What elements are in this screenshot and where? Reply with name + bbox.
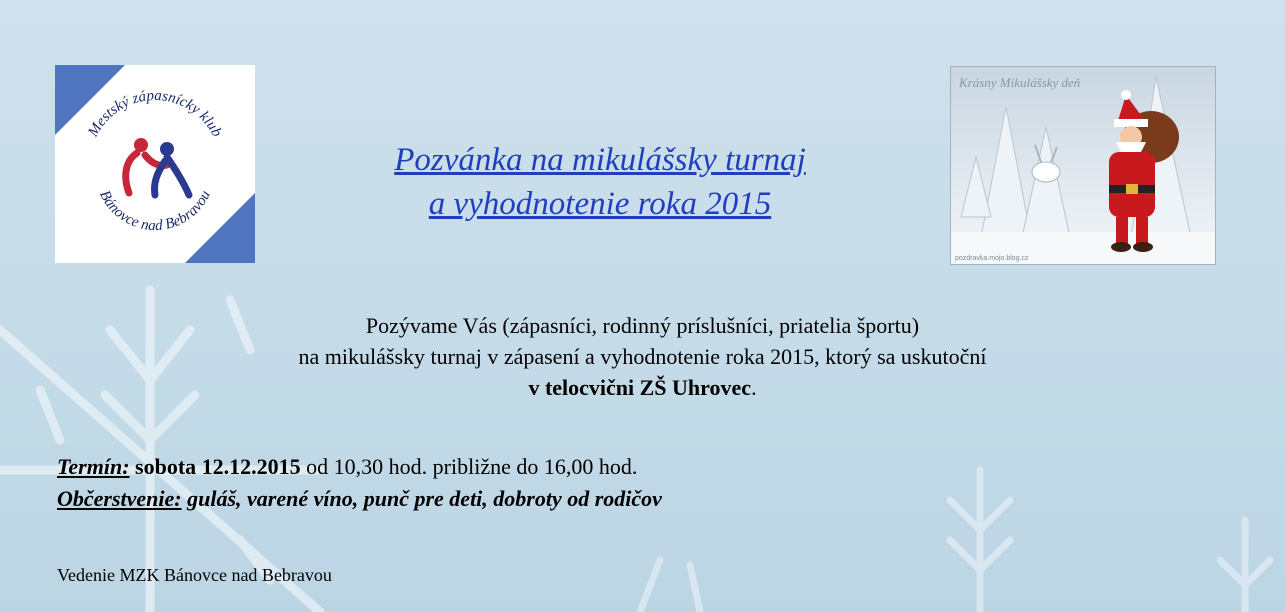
title-line-1: Pozvánka na mikulášsky turnaj: [394, 142, 806, 178]
title-line-2: a vyhodnotenie roka 2015: [428, 186, 772, 222]
santa-watermark: pozdravka.mojo.blog.cz: [955, 255, 1029, 262]
refreshments-label: Občerstvenie:: [57, 486, 182, 511]
signature: Vedenie MZK Bánovce nad Bebravou: [57, 565, 332, 585]
wrestlers-icon: [126, 138, 189, 195]
logo-town-name: Bánovce nad Bebravou: [96, 187, 214, 235]
invitation-title: [290, 138, 910, 226]
svg-text:Mestský zápasnícky klub: [85, 88, 225, 141]
term-label: Termín:: [57, 454, 130, 479]
invitation-text: [120, 310, 1165, 403]
venue-text: v telocvični ZŠ Uhrovec: [528, 375, 752, 400]
term-time: od 10,30 hod. približne do 16,00 hod.: [306, 454, 638, 479]
invitation-line-2: na mikulášsky turnaj v zápasení a vyhodnotenie roka 2015, ktorý sa uskutoční: [298, 344, 987, 369]
term-line: [57, 451, 1157, 483]
refreshments-items: guláš, varené víno, punč pre deti, dobroty od rodičov: [187, 486, 662, 511]
invitation-venue-line: [120, 372, 1165, 403]
santa-illustration: [951, 67, 1215, 264]
club-logo-graphic: [55, 65, 255, 263]
logo-club-name: Mestský zápasnícky klub: [85, 87, 225, 140]
santa-picture: [950, 66, 1216, 265]
term-date: sobota 12.12.2015: [135, 454, 301, 479]
club-logo: [55, 65, 255, 263]
invitation-line-1: Pozývame Vás (zápasníci, rodinný príslušníci, priatelia športu): [365, 313, 920, 338]
venue-period: .: [751, 375, 757, 400]
santa-caption: Krásny Mikulášsky deň: [959, 75, 1081, 90]
event-details: [57, 451, 1157, 515]
refreshments-line: [57, 483, 1157, 515]
